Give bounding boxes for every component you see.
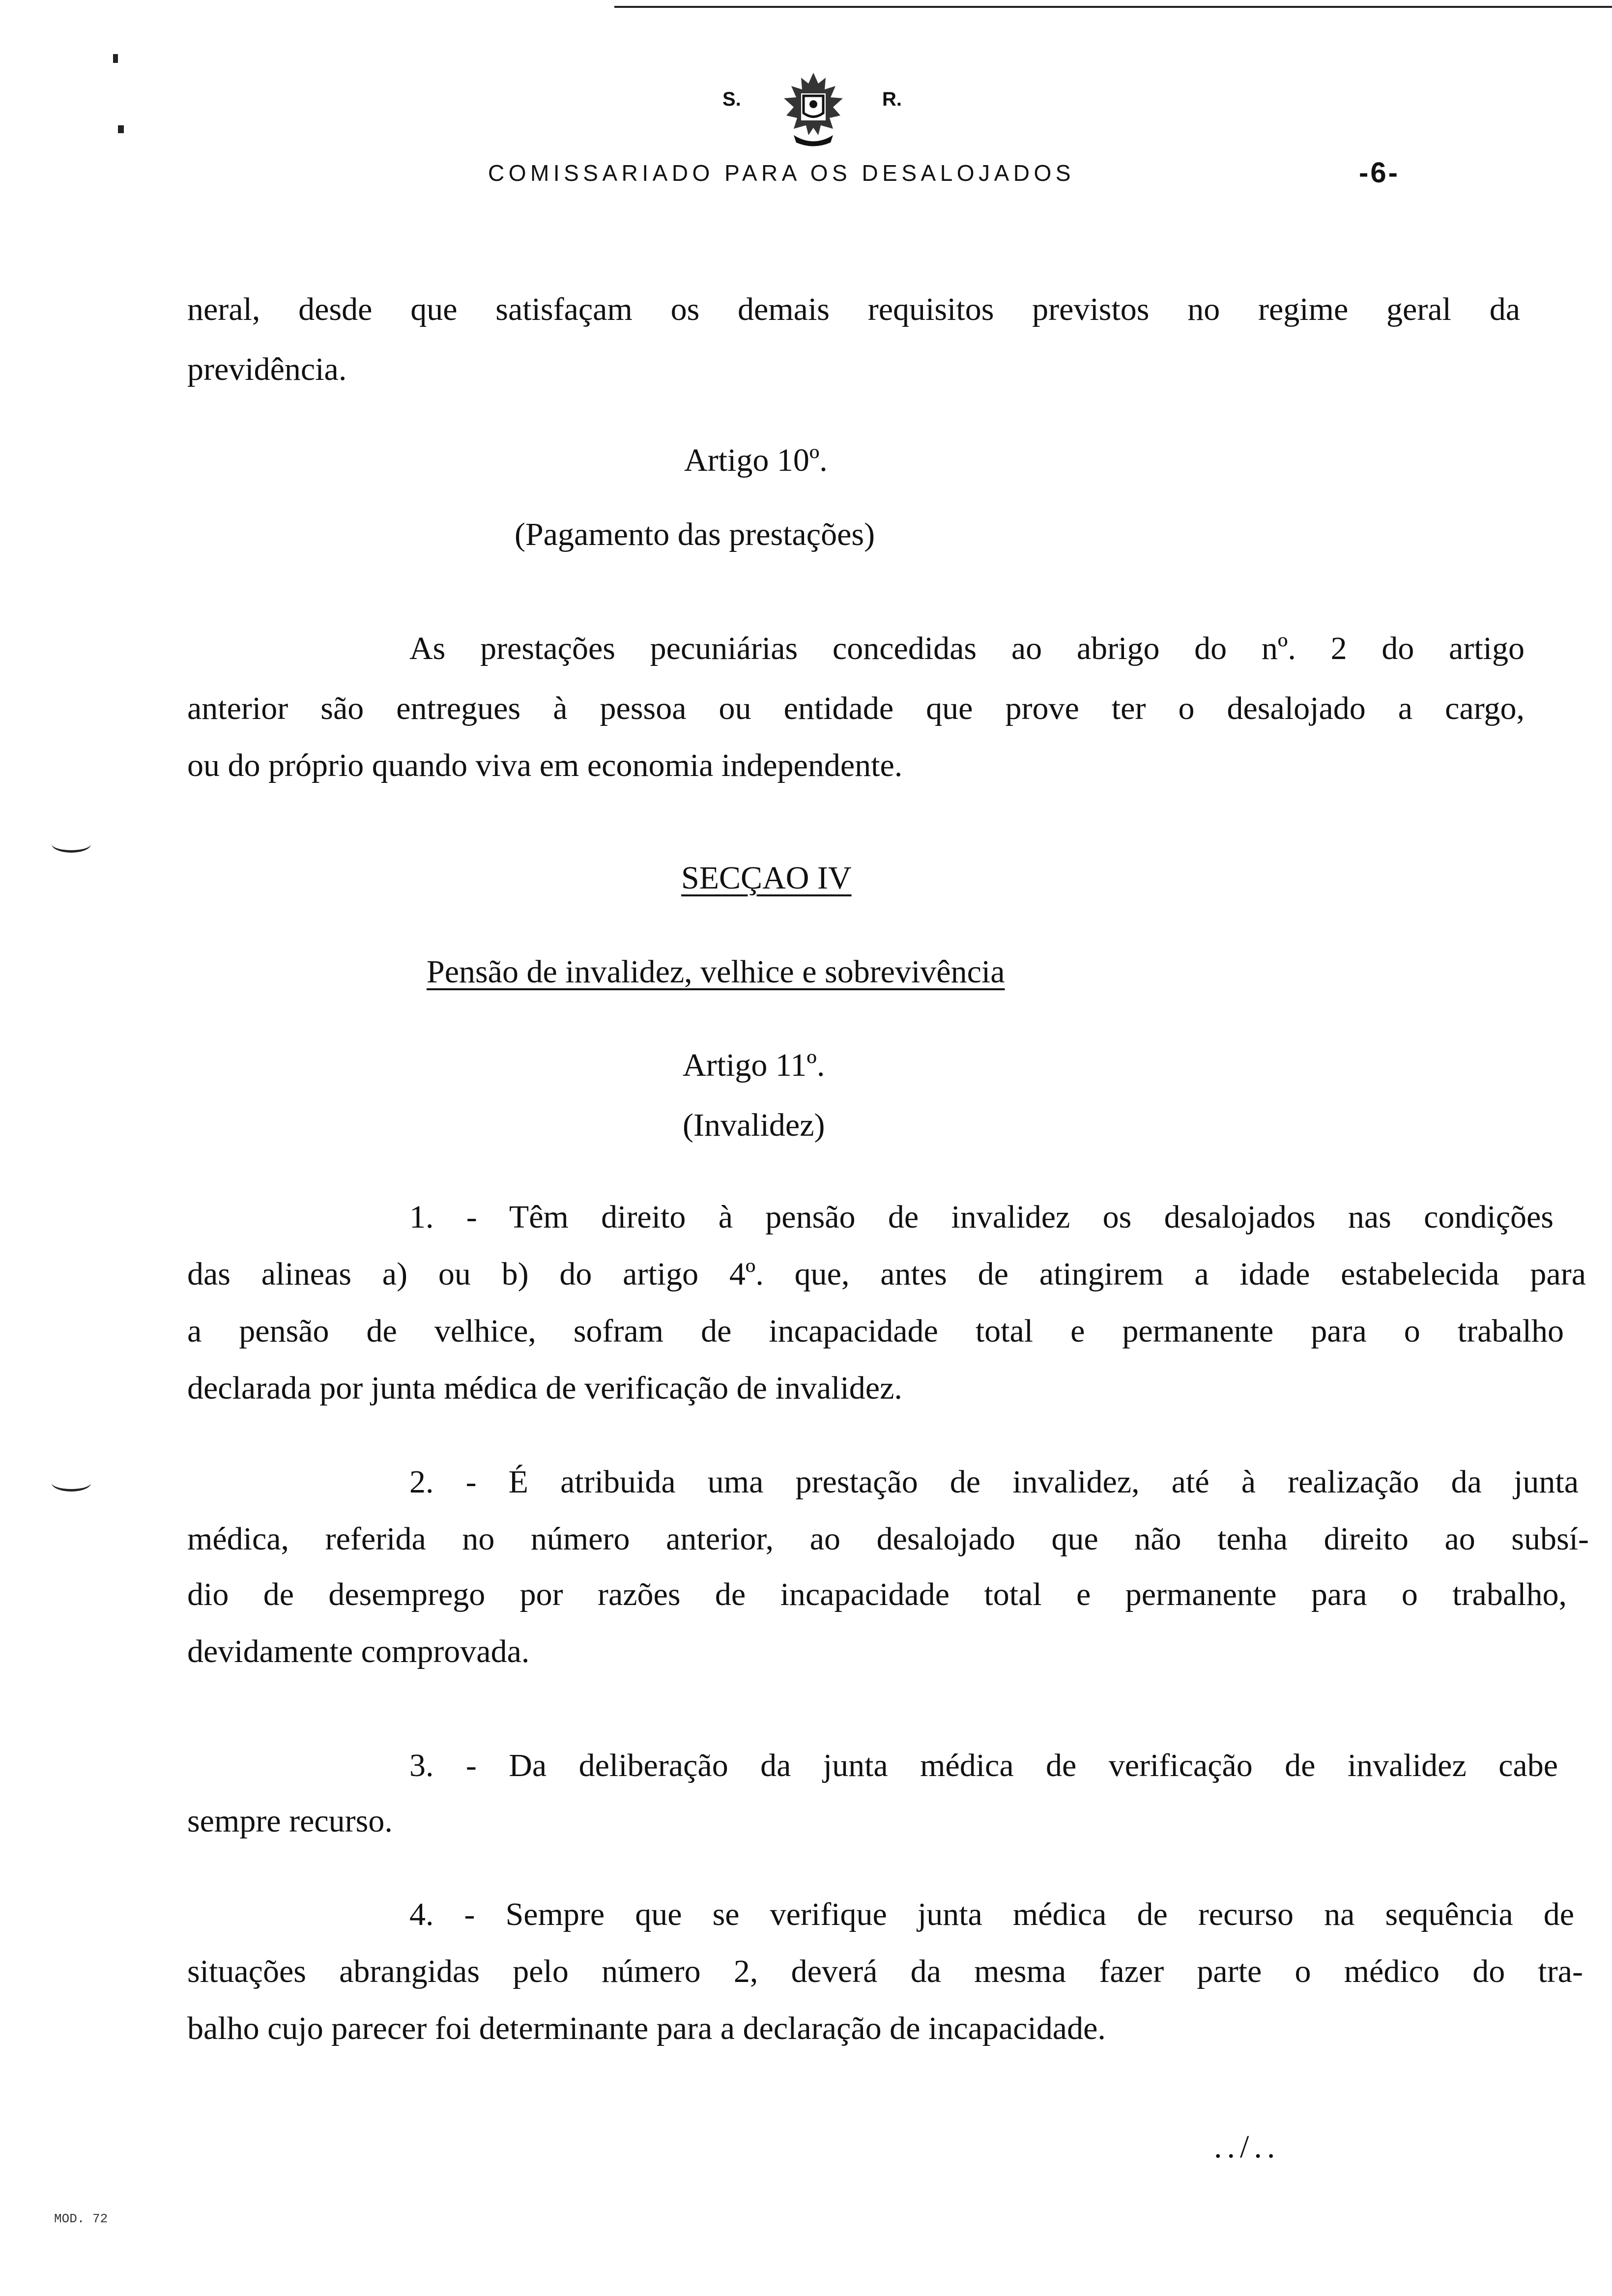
margin-mark — [52, 1474, 91, 1492]
body-line: neral, desde que satisfaçam os demais requisitos previstos no regime geral da — [187, 291, 1520, 327]
section-heading: SECÇAO IV — [681, 860, 852, 896]
body-line: previdência. — [187, 351, 347, 387]
body-line: 3. - Da deliberação da junta médica de verificação de invalidez cabe — [409, 1748, 1558, 1783]
organization-title: COMISSARIADO PARA OS DESALOJADOS — [488, 160, 1075, 186]
article-11-subtitle: (Invalidez) — [683, 1107, 825, 1143]
body-line: situações abrangidas pelo número 2, deverá da mesma fazer parte o médico do tra- — [187, 1953, 1583, 1989]
margin-mark — [118, 125, 124, 133]
header-initial-s: S. — [722, 88, 741, 110]
section-subtitle: Pensão de invalidez, velhice e sobrevivência — [427, 954, 1005, 990]
coat-of-arms-seal — [772, 69, 855, 150]
body-line: 1. - Têm direito à pensão de invalidez os desalojados nas condições — [409, 1199, 1554, 1235]
body-line: 2. - É atribuida uma prestação de invalidez, até à realização da junta — [409, 1464, 1579, 1500]
body-line: das alineas a) ou b) do artigo 4º. que, antes de atingirem a idade estabelecida para — [187, 1256, 1586, 1292]
form-code: MOD. 72 — [54, 2211, 108, 2226]
article-10-subtitle: (Pagamento das prestações) — [515, 517, 875, 552]
body-line: dio de desemprego por razões de incapacidade total e permanente para o trabalho, — [187, 1577, 1567, 1612]
header-initial-r: R. — [882, 88, 902, 110]
top-rule — [614, 6, 1612, 8]
body-line: 4. - Sempre que se verifique junta médica de recurso na sequência de — [409, 1896, 1574, 1932]
body-line: sempre recurso. — [187, 1803, 393, 1839]
margin-mark — [113, 54, 118, 63]
body-line: balho cujo parecer foi determinante para a declaração de incapacidade. — [187, 2010, 1106, 2046]
article-10-heading: Artigo 10º. — [684, 442, 828, 478]
body-line: anterior são entregues à pessoa ou entidade que prove ter o desalojado a cargo, — [187, 690, 1525, 726]
margin-mark — [52, 835, 91, 853]
page-number: -6- — [1359, 157, 1400, 189]
body-line: a pensão de velhice, sofram de incapacidade total e permanente para o trabalho — [187, 1313, 1564, 1349]
article-11-heading: Artigo 11º. — [683, 1047, 825, 1083]
body-line: devidamente comprovada. — [187, 1634, 530, 1669]
body-line: médica, referida no número anterior, ao desalojado que não tenha direito ao subsí- — [187, 1521, 1589, 1557]
body-line: As prestações pecuniárias concedidas ao abrigo do nº. 2 do artigo — [409, 631, 1525, 666]
continuation-mark: ../.. — [1214, 2129, 1280, 2165]
body-line: ou do próprio quando viva em economia independente. — [187, 747, 903, 783]
body-line: declarada por junta médica de verificação de invalidez. — [187, 1370, 902, 1406]
